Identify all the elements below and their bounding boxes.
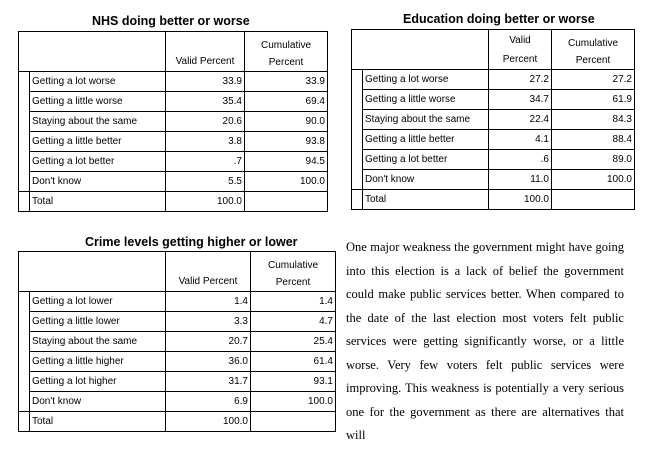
row-label: Getting a lot worse: [363, 70, 489, 90]
table-row: [352, 190, 635, 210]
rows: [352, 70, 635, 210]
table-row: [19, 132, 328, 152]
cumulative-percent-cell: 93.1: [251, 372, 336, 392]
table-row: [19, 152, 328, 172]
valid-percent-cell: 100.0: [166, 192, 245, 212]
rows: [19, 72, 328, 212]
cumulative-percent-cell: 93.8: [245, 132, 328, 152]
valid-percent-cell: .6: [489, 150, 552, 170]
valid-percent-cell: 100.0: [489, 190, 552, 210]
row-label: Getting a lot higher: [30, 372, 166, 392]
valid-percent-cell: 6.9: [166, 392, 251, 412]
valid-percent-cell: 22.4: [489, 110, 552, 130]
cumulative-percent-cell: 100.0: [552, 170, 635, 190]
cumulative-percent-cell: 33.9: [245, 72, 328, 92]
table-row: [352, 170, 635, 190]
valid-percent-cell: 20.6: [166, 112, 245, 132]
cumulative-percent-cell: 61.9: [552, 90, 635, 110]
body-paragraph: One major weakness the government might have going into this election is a lack of belief the government could make public services better. When compared to the date of the last election most voters felt public services were getting significantly worse, or a little worse. Very few voters felt public services were improving. This weakness is potentially a very serious one for the government as there are alternatives that will: [346, 240, 624, 442]
cumulative-percent-cell: 27.2: [552, 70, 635, 90]
row-label: Staying about the same: [363, 110, 489, 130]
cumulative-percent-cell: 1.4: [251, 292, 336, 312]
cumulative-percent-cell: 4.7: [251, 312, 336, 332]
row-label: Total: [30, 412, 166, 432]
table-education: [351, 29, 635, 210]
cumulative-percent-cell: 90.0: [245, 112, 328, 132]
table-row: [352, 130, 635, 150]
valid-percent-cell: 34.7: [489, 90, 552, 110]
cumulative-percent-cell: [552, 190, 635, 210]
table-row: [19, 72, 328, 92]
row-label: Getting a little higher: [30, 352, 166, 372]
table-row: [19, 112, 328, 132]
cumulative-percent-cell: 94.5: [245, 152, 328, 172]
row-label: Getting a lot better: [363, 150, 489, 170]
valid-percent-cell: 35.4: [166, 92, 245, 112]
row-label: Getting a lot better: [30, 152, 166, 172]
valid-percent-cell: 11.0: [489, 170, 552, 190]
row-label: Getting a little worse: [363, 90, 489, 110]
row-label: Total: [363, 190, 489, 210]
table-row: [19, 172, 328, 192]
table-crime: [18, 251, 336, 432]
row-label: Don't know: [30, 392, 166, 412]
table-row: [352, 110, 635, 130]
row-label: Getting a little better: [363, 130, 489, 150]
valid-percent-cell: 31.7: [166, 372, 251, 392]
valid-percent-cell: 27.2: [489, 70, 552, 90]
cumulative-percent-cell: 69.4: [245, 92, 328, 112]
valid-percent-cell: 33.9: [166, 72, 245, 92]
col-header-cumulative: Cumulative Percent: [251, 252, 336, 292]
table-row: [352, 150, 635, 170]
table-row: [352, 70, 635, 90]
row-label: Getting a little lower: [30, 312, 166, 332]
valid-percent-cell: .7: [166, 152, 245, 172]
rows: [19, 292, 336, 432]
row-label: Getting a lot worse: [30, 72, 166, 92]
table-nhs: [18, 31, 328, 212]
cumulative-percent-cell: 88.4: [552, 130, 635, 150]
table-row: [19, 312, 336, 332]
table-row: [19, 392, 336, 412]
cumulative-percent-cell: 61.4: [251, 352, 336, 372]
table-row: [19, 92, 328, 112]
table-title-crime: Crime levels getting higher or lower: [85, 235, 298, 249]
cumulative-percent-cell: 25.4: [251, 332, 336, 352]
cumulative-percent-cell: 100.0: [251, 392, 336, 412]
table-row: [19, 292, 336, 312]
valid-percent-cell: 1.4: [166, 292, 251, 312]
cumulative-percent-cell: [245, 192, 328, 212]
col-header-cumulative: Cumulative Percent: [245, 32, 328, 72]
table-row: [19, 372, 336, 392]
valid-percent-cell: 5.5: [166, 172, 245, 192]
table-row: [19, 412, 336, 432]
valid-percent-cell: 3.8: [166, 132, 245, 152]
table-row: [352, 90, 635, 110]
valid-percent-cell: 20.7: [166, 332, 251, 352]
valid-percent-cell: 100.0: [166, 412, 251, 432]
table-title-nhs: NHS doing better or worse: [92, 14, 250, 28]
col-header-valid: Valid Percent: [166, 252, 251, 292]
col-header-valid: Valid Percent: [489, 30, 552, 70]
row-label: Getting a little worse: [30, 92, 166, 112]
cumulative-percent-cell: 100.0: [245, 172, 328, 192]
cumulative-percent-cell: [251, 412, 336, 432]
row-label: Getting a lot lower: [30, 292, 166, 312]
table-row: [19, 192, 328, 212]
row-label: Don't know: [363, 170, 489, 190]
cumulative-percent-cell: 84.3: [552, 110, 635, 130]
row-label: Staying about the same: [30, 112, 166, 132]
row-label: Staying about the same: [30, 332, 166, 352]
valid-percent-cell: 4.1: [489, 130, 552, 150]
row-label: Total: [30, 192, 166, 212]
table-row: [19, 332, 336, 352]
table-row: [19, 352, 336, 372]
row-label: Getting a little better: [30, 132, 166, 152]
valid-percent-cell: 3.3: [166, 312, 251, 332]
row-label: Don't know: [30, 172, 166, 192]
col-header-cumulative: Cumulative Percent: [552, 30, 635, 70]
valid-percent-cell: 36.0: [166, 352, 251, 372]
cumulative-percent-cell: 89.0: [552, 150, 635, 170]
table-title-education: Education doing better or worse: [403, 12, 595, 26]
col-header-valid: Valid Percent: [166, 32, 245, 72]
